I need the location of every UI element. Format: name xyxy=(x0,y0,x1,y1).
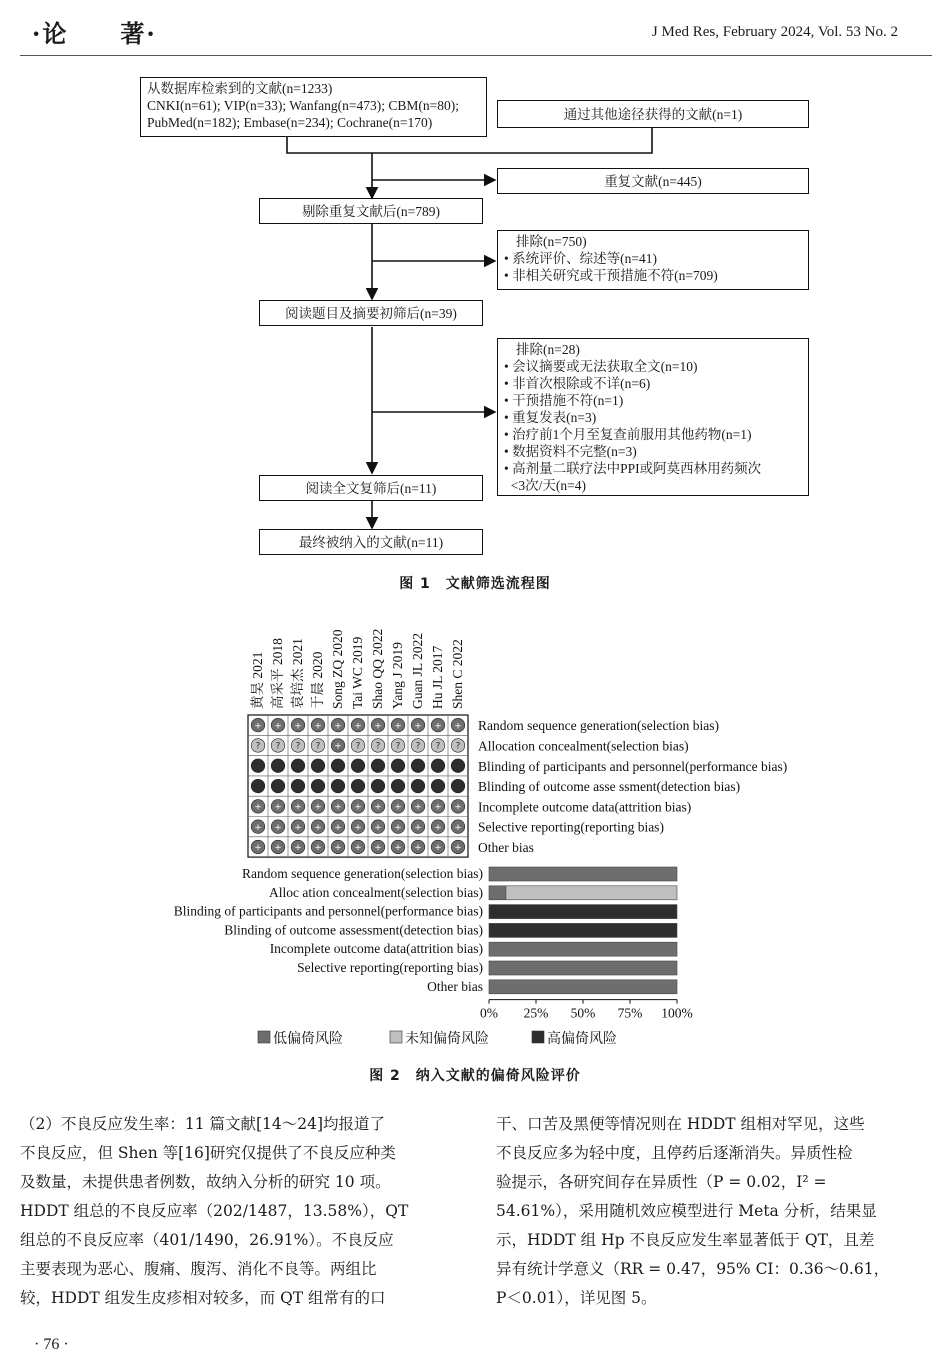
risk-symbol: + xyxy=(294,721,302,732)
body-line: 示，HDDT 组 Hp 不良反应发生率显著低于 QT，且差 xyxy=(496,1231,875,1249)
box-line: 排除(n=28) xyxy=(516,342,580,357)
domain-label: Random sequence generation(selection bias) xyxy=(478,718,720,734)
risk-symbol: ? xyxy=(415,741,421,752)
body-line: 异有统计学意义（RR = 0.47，95% CI：0.36～0.61， xyxy=(496,1260,890,1278)
risk-dot xyxy=(391,759,405,773)
risk-symbol: + xyxy=(374,721,382,732)
body-line: 不良反应，但 Shen 等[16]研究仅提供了不良反应种类 xyxy=(20,1144,396,1162)
risk-symbol: + xyxy=(434,721,442,732)
box-line: • 系统评价、综述等(n=41) xyxy=(504,251,657,266)
risk-symbol: ? xyxy=(435,741,441,752)
box-exclusion-2 xyxy=(497,338,809,496)
bar-segment xyxy=(489,886,506,900)
risk-symbol: + xyxy=(254,802,262,813)
risk-symbol: + xyxy=(374,843,382,854)
risk-symbol: + xyxy=(354,802,362,813)
page-number: · 76 · xyxy=(34,1336,69,1353)
x-tick-label: 100% xyxy=(661,1005,693,1021)
risk-symbol: + xyxy=(294,843,302,854)
risk-symbol: + xyxy=(374,822,382,833)
section-label: ·论 著· xyxy=(32,19,157,48)
risk-symbol: ? xyxy=(375,741,381,752)
legend-swatch xyxy=(258,1031,270,1043)
study-label: Shen C 2022 xyxy=(450,639,465,709)
risk-symbol: + xyxy=(374,802,382,813)
box-line: 从数据库检索到的文献(n=1233) xyxy=(147,81,333,96)
risk-symbol: + xyxy=(394,802,402,813)
bar-category-label: Alloc ation concealment(selection bias) xyxy=(268,884,483,900)
body-line: HDDT 组总的不良反应率（202/1487，13.58%），QT xyxy=(20,1202,409,1220)
bar-category-label: Blinding of participants and personnel(performance bias) xyxy=(173,903,483,919)
risk-symbol: + xyxy=(454,843,462,854)
risk-symbol: + xyxy=(294,822,302,833)
risk-symbol: + xyxy=(314,802,322,813)
risk-dot xyxy=(431,779,445,793)
body-column-left xyxy=(20,1110,460,1313)
risk-symbol: + xyxy=(394,721,402,732)
risk-symbol: + xyxy=(414,822,422,833)
risk-symbol: ? xyxy=(355,741,361,752)
risk-symbol: + xyxy=(334,802,342,813)
domain-label: Other bias xyxy=(478,839,534,855)
risk-symbol: + xyxy=(354,822,362,833)
domain-label: Blinding of outcome asse ssment(detection bias) xyxy=(478,779,741,795)
bar-segment xyxy=(489,942,677,956)
bar-category-label: Incomplete outcome data(attrition bias) xyxy=(269,941,483,957)
risk-dot xyxy=(451,779,465,793)
box-line: <3次/天(n=4) xyxy=(504,478,586,493)
bar-segment xyxy=(489,980,677,994)
risk-symbol: + xyxy=(274,802,282,813)
x-tick-label: 75% xyxy=(617,1005,643,1021)
risk-symbol: + xyxy=(274,843,282,854)
risk-symbol: + xyxy=(294,802,302,813)
body-line: 不良反应多为轻中度，且停药后逐渐消失。异质性检 xyxy=(496,1144,853,1162)
box-line: • 干预措施不符(n=1) xyxy=(504,393,624,408)
study-label: 高采平 2018 xyxy=(270,638,285,709)
risk-dot xyxy=(311,759,325,773)
bar-segment xyxy=(506,886,677,900)
risk-symbol: + xyxy=(254,822,262,833)
box-line: • 非首次根除或不详(n=6) xyxy=(504,376,651,391)
box-final-included: 最终被纳入的文献(n=11) xyxy=(259,529,483,555)
box-line: • 数据资料不完整(n=3) xyxy=(504,444,637,459)
study-label: Song ZQ 2020 xyxy=(330,629,345,709)
legend-label: 高偏倚风险 xyxy=(547,1031,617,1047)
risk-symbol: + xyxy=(334,741,342,752)
risk-symbol: + xyxy=(254,843,262,854)
risk-dot xyxy=(431,759,445,773)
risk-dot xyxy=(251,779,265,793)
body-line: 主要表现为恶心、腹痛、腹泻、消化不良等。两组比 xyxy=(20,1260,377,1278)
risk-dot xyxy=(271,759,285,773)
risk-symbol: + xyxy=(434,843,442,854)
box-line: 排除(n=750) xyxy=(516,234,587,249)
risk-dot xyxy=(291,779,305,793)
study-label: 于晨 2020 xyxy=(310,651,325,709)
risk-symbol: + xyxy=(394,822,402,833)
x-tick-label: 50% xyxy=(570,1005,596,1021)
domain-label: Selective reporting(reporting bias) xyxy=(478,819,664,835)
box-line: • 非相关研究或干预措施不符(n=709) xyxy=(504,268,718,283)
legend-swatch xyxy=(390,1031,402,1043)
risk-symbol: + xyxy=(454,721,462,732)
risk-symbol: + xyxy=(434,802,442,813)
body-line: 组总的不良反应率（401/1490，26.91%）。不良反应 xyxy=(20,1231,394,1249)
body-line: 较，HDDT 组发生皮疹相对较多，而 QT 组常有的口 xyxy=(20,1289,386,1307)
box-line: PubMed(n=182); Embase(n=234); Cochrane(n=170) xyxy=(147,115,433,130)
risk-symbol: + xyxy=(454,822,462,833)
box-line: • 会议摘要或无法获取全文(n=10) xyxy=(504,359,698,374)
risk-symbol: ? xyxy=(315,741,321,752)
risk-dot xyxy=(351,759,365,773)
box-line: • 重复发表(n=3) xyxy=(504,410,597,425)
risk-symbol: + xyxy=(334,822,342,833)
body-line: P＜0.01），详见图 5。 xyxy=(496,1289,657,1307)
study-label: Hu JL 2017 xyxy=(430,645,445,709)
legend-label: 未知偏倚风险 xyxy=(405,1031,489,1047)
legend-swatch xyxy=(532,1031,544,1043)
risk-dot xyxy=(411,759,425,773)
risk-dot xyxy=(411,779,425,793)
bar-category-label: Other bias xyxy=(427,978,483,994)
risk-symbol: + xyxy=(354,843,362,854)
risk-symbol: + xyxy=(274,721,282,732)
risk-of-bias-chart xyxy=(0,600,950,1060)
risk-symbol: + xyxy=(414,721,422,732)
body-line: 干、口苦及黑便等情况则在 HDDT 组相对罕见，这些 xyxy=(496,1115,865,1133)
risk-symbol: + xyxy=(274,822,282,833)
risk-dot xyxy=(331,779,345,793)
risk-symbol: ? xyxy=(455,741,461,752)
study-label: Tai WC 2019 xyxy=(350,636,365,709)
body-line: （2）不良反应发生率：11 篇文献[14～24]均报道了 xyxy=(20,1115,386,1133)
legend-label: 低偏倚风险 xyxy=(273,1031,343,1047)
risk-symbol: ? xyxy=(295,741,301,752)
figure-2-caption: 图 2 纳入文献的偏倚风险评价 xyxy=(369,1068,581,1084)
study-label: Guan JL 2022 xyxy=(410,633,425,709)
box-duplicates: 重复文献(n=445) xyxy=(497,168,809,194)
risk-symbol: + xyxy=(434,822,442,833)
risk-dot xyxy=(371,779,385,793)
figure-1-caption: 图 1 文献筛选流程图 xyxy=(399,576,551,592)
risk-dot xyxy=(391,779,405,793)
body-line: 54.61%），采用随机效应模型进行 Meta 分析，结果显 xyxy=(496,1202,877,1220)
domain-label: Allocation concealment(selection bias) xyxy=(478,738,689,754)
x-tick-label: 0% xyxy=(480,1005,498,1021)
box-after-dedup: 剔除重复文献后(n=789) xyxy=(259,198,483,224)
risk-symbol: ? xyxy=(275,741,281,752)
risk-symbol: + xyxy=(354,721,362,732)
study-label: Yang J 2019 xyxy=(390,642,405,709)
bar-segment xyxy=(489,961,677,975)
bar-segment xyxy=(489,905,677,919)
body-line: 验提示，各研究间存在异质性（P = 0.02，I² = xyxy=(496,1173,827,1191)
box-title-abstract-screen: 阅读题目及摘要初筛后(n=39) xyxy=(259,300,483,326)
risk-dot xyxy=(351,779,365,793)
risk-symbol: ? xyxy=(395,741,401,752)
risk-symbol: + xyxy=(334,843,342,854)
risk-dot xyxy=(251,759,265,773)
risk-symbol: + xyxy=(334,721,342,732)
bar-category-label: Random sequence generation(selection bias) xyxy=(241,866,483,881)
x-tick-label: 25% xyxy=(523,1005,549,1021)
box-other-sources: 通过其他途径获得的文献(n=1) xyxy=(497,100,809,128)
risk-symbol: + xyxy=(414,843,422,854)
domain-label: Incomplete outcome data(attrition bias) xyxy=(478,799,692,815)
risk-symbol: ? xyxy=(255,741,261,752)
box-line: • 治疗前1个月至复查前服用其他药物(n=1) xyxy=(504,427,752,442)
bar-segment xyxy=(489,867,677,881)
box-database-records xyxy=(140,77,487,137)
domain-label: Blinding of participants and personnel(performance bias) xyxy=(478,758,788,774)
box-fulltext-screen: 阅读全文复筛后(n=11) xyxy=(259,475,483,501)
bar-category-label: Selective reporting(reporting bias) xyxy=(297,960,483,975)
box-line: • 高剂量二联疗法中PPI或阿莫西林用药频次 xyxy=(504,461,762,476)
risk-symbol: + xyxy=(394,843,402,854)
bar-segment xyxy=(489,923,677,937)
risk-dot xyxy=(451,759,465,773)
body-column-right xyxy=(496,1110,936,1313)
risk-symbol: + xyxy=(414,802,422,813)
study-label: 袁培杰 2021 xyxy=(290,638,305,709)
risk-dot xyxy=(271,779,285,793)
risk-dot xyxy=(311,779,325,793)
risk-symbol: + xyxy=(454,802,462,813)
risk-symbol: + xyxy=(314,843,322,854)
study-label: 黄昊 2021 xyxy=(250,651,265,709)
risk-dot xyxy=(371,759,385,773)
bar-category-label: Blinding of outcome assessment(detection bias) xyxy=(224,922,483,938)
risk-symbol: + xyxy=(254,721,262,732)
risk-dot xyxy=(331,759,345,773)
journal-info: J Med Res, February 2024, Vol. 53 No. 2 xyxy=(651,24,898,40)
box-exclusion-1 xyxy=(497,230,809,290)
body-line: 及数量，未提供患者例数，故纳入分析的研究 10 项。 xyxy=(20,1173,391,1191)
risk-symbol: + xyxy=(314,721,322,732)
study-label: Shao QQ 2022 xyxy=(370,628,385,709)
box-line: CNKI(n=61); VIP(n=33); Wanfang(n=473); CBM(n=80); xyxy=(147,98,459,113)
risk-symbol: + xyxy=(314,822,322,833)
risk-dot xyxy=(291,759,305,773)
